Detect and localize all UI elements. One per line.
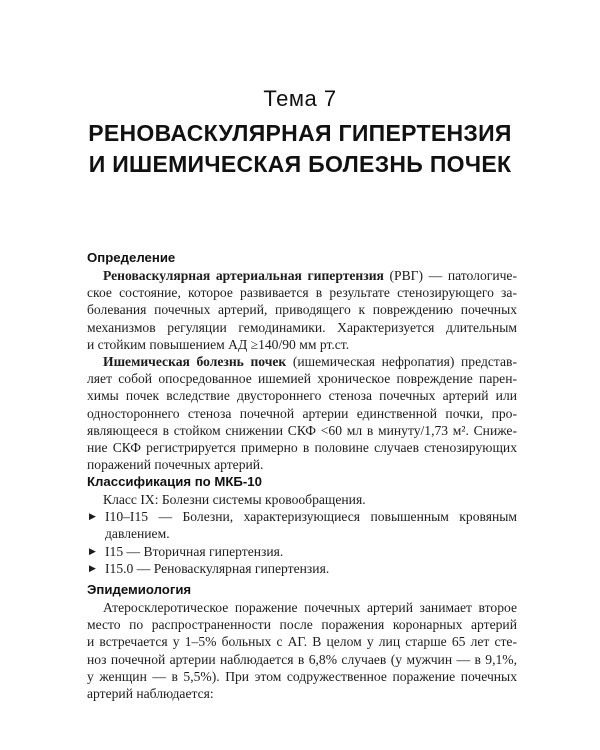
definition-p2-line-5: являющееся в стойком снижении СКФ <60 мл в минуту/1,73 м². Сниже-: [87, 422, 517, 438]
definition-p1-line-1: [87, 267, 517, 284]
epidemiology-line-3: и встречается у 1–5% больных с АГ. В целом у лиц старше 65 лет сте-: [87, 634, 517, 650]
definition-p2-line-7: поражений почечных артерий.: [87, 457, 264, 473]
definition-p1-line-3: болевания почечных артерий, приводящего к повреждению почечных: [87, 302, 517, 318]
classification-item-1-line-2: давлением.: [105, 526, 170, 542]
epidemiology-heading: Эпидемиология: [87, 582, 192, 597]
topic-label: Тема 7: [263, 86, 337, 111]
definition-heading: Определение: [87, 250, 176, 265]
definition-p2-line-6: ние СКФ регистрируется примерно в половине случаев стенозирующих: [87, 439, 517, 455]
epidemiology-line-5: у женщин — в 5,5%). При этом содружественное поражение почечных: [87, 668, 517, 684]
definition-paragraph-1: [87, 267, 517, 353]
epidemiology-line-4: ноз почечной артерии наблюдается в 6,8% случаев (у мужчин — в 9,1%,: [87, 651, 517, 667]
definition-p2-line-2: ляет собой опосредованное ишемией хроническое повреждение парен-: [87, 371, 517, 387]
definition-p2-line-3: химы почек вследствие двустороннего стеноза почечных артерий или: [87, 388, 517, 404]
chapter-title: [0, 118, 600, 180]
definition-p2-line-1-text: (ишемическая нефропатия) представ-: [286, 354, 517, 369]
epidemiology-line-6: артерий наблюдается:: [87, 685, 214, 701]
classification-item-1-line-1: I10–I15 — Болезни, характеризующиеся повышенным кровяным: [105, 509, 517, 524]
epidemiology-line-1: Атеросклеротическое поражение почечных артерий занимает второе: [103, 600, 517, 615]
definition-p1-line-2: ское состояние, которое развивается в результате стенозирующего за-: [87, 285, 517, 301]
triangle-right-icon: ▶: [89, 563, 96, 573]
definition-p1-line-1-text: (РВГ) — патологиче-: [383, 268, 517, 283]
epidemiology-paragraph: [87, 599, 517, 702]
classification-item-1: [89, 508, 517, 542]
classification-heading: Классификация по МКБ-10: [87, 474, 262, 489]
chapter-title-line-2: И ИШЕМИЧЕСКАЯ БОЛЕЗНЬ ПОЧЕК: [88, 151, 512, 177]
definition-p1-line-4: механизмов регуляции гемодинамики. Характеризуется длительным: [87, 319, 517, 335]
classification-intro: [87, 491, 517, 508]
classification-item-2: [89, 543, 517, 560]
classification-intro-line: Класс IX: Болезни системы кровообращения.: [103, 492, 366, 507]
definition-p2-line-1: [87, 353, 517, 370]
triangle-right-icon: ▶: [89, 546, 96, 556]
triangle-right-icon: ▶: [89, 511, 96, 521]
term-ischemic-kidney-disease: Ишемическая болезнь почек: [103, 354, 287, 369]
definition-paragraph-2: [87, 353, 517, 473]
epidemiology-line-2: место по распространенности после поражения коронарных артерий: [87, 617, 517, 633]
definition-p2-line-4: одностороннего стеноза почечной артерии единственной почки, про-: [87, 405, 517, 421]
classification-item-3: [89, 560, 517, 577]
classification-item-3-line-1: I15.0 — Реноваскулярная гипертензия.: [105, 561, 330, 576]
term-renovascular-hypertension: Реноваскулярная артериальная гипертензия: [103, 268, 384, 283]
definition-p1-line-5: и стойким повышением АД ≥140/90 мм рт.ст.: [87, 336, 350, 352]
chapter-title-line-1: РЕНОВАСКУЛЯРНАЯ ГИПЕРТЕНЗИЯ: [88, 120, 512, 146]
classification-item-2-line-1: I15 — Вторичная гипертензия.: [105, 544, 284, 559]
